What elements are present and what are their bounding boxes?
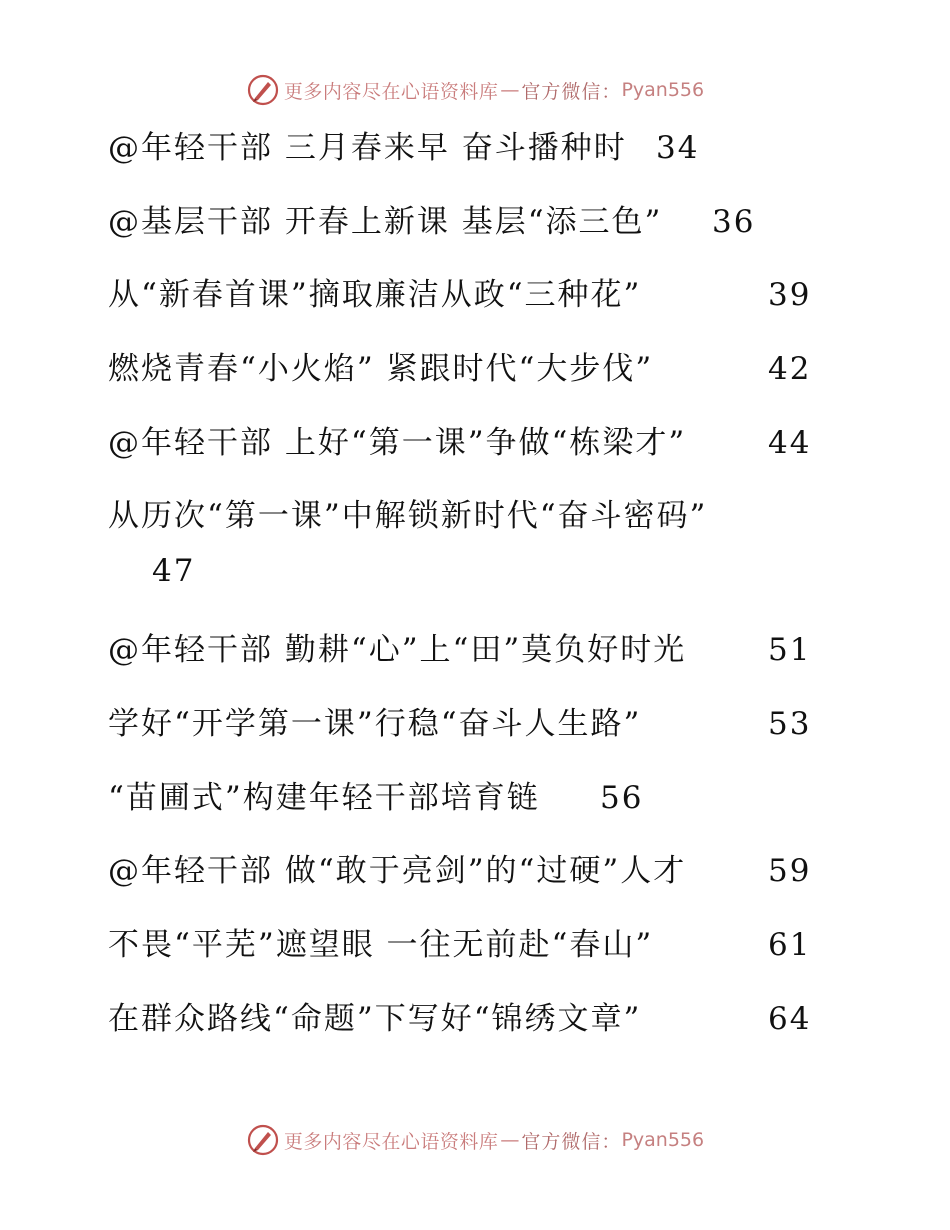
toc-title: 学好“开学第一课”行稳“奋斗人生路” — [108, 705, 642, 742]
toc-page-number: 64 — [768, 1000, 812, 1037]
toc-title: 从“新春首课”摘取廉洁从政“三种花” — [108, 277, 642, 314]
toc-page-number: 56 — [600, 779, 644, 816]
watermark-separator: — — [500, 79, 520, 101]
toc-page-number: 47 — [152, 553, 196, 590]
toc-item[interactable] — [108, 694, 812, 754]
watermark-wechat-id: Pyan556 — [621, 1129, 705, 1151]
toc-title: 在群众路线“命题”下写好“锦绣文章” — [108, 1000, 642, 1037]
toc-title: @年轻干部 做“敢于亮剑”的“过硬”人才 — [108, 853, 687, 890]
toc-title: 燃烧青春“小火焰” 紧跟时代“大步伐” — [108, 351, 654, 388]
toc-page-number: 61 — [768, 926, 812, 963]
toc-page-number: 36 — [712, 203, 756, 240]
toc-title: 不畏“平芜”遮望眼 一往无前赴“春山” — [108, 926, 654, 963]
toc-item[interactable] — [108, 118, 808, 178]
toc-item[interactable] — [108, 413, 812, 473]
toc-item[interactable] — [108, 989, 812, 1049]
footer-watermark — [0, 1120, 950, 1160]
toc-item[interactable] — [108, 620, 812, 680]
toc-page-number: 34 — [656, 130, 700, 166]
toc-title: “苗圃式”构建年轻干部培育链 — [108, 779, 540, 816]
table-of-contents — [108, 118, 812, 1062]
toc-title: @年轻干部 上好“第一课”争做“栋梁才” — [108, 424, 687, 461]
watermark-label: 官方微信： — [521, 80, 622, 103]
watermark-wechat-id: Pyan556 — [621, 79, 705, 101]
toc-item[interactable] — [108, 841, 812, 901]
watermark-label: 官方微信： — [521, 1130, 622, 1153]
toc-title: @年轻干部 勤耕“心”上“田”莫负好时光 — [108, 632, 687, 669]
toc-item[interactable] — [108, 265, 812, 325]
toc-page-number: 39 — [768, 277, 812, 314]
header-watermark — [0, 70, 950, 110]
toc-title: @基层干部 开春上新课 基层“添三色” — [108, 203, 663, 240]
toc-item[interactable] — [108, 768, 808, 828]
watermark-brand: 更多内容尽在心语资料库 — [283, 80, 499, 103]
toc-item[interactable] — [108, 486, 808, 606]
toc-page-number: 51 — [768, 632, 812, 669]
toc-item[interactable] — [108, 339, 812, 399]
quill-logo-icon — [246, 73, 280, 107]
toc-page-number: 44 — [768, 424, 812, 461]
toc-page-number: 59 — [768, 853, 812, 890]
toc-page-number: 53 — [768, 705, 812, 742]
toc-item[interactable] — [108, 192, 808, 252]
toc-title: @年轻干部 三月春来早 奋斗播种时 — [108, 130, 627, 166]
watermark-brand: 更多内容尽在心语资料库 — [283, 1130, 499, 1153]
toc-page-number: 42 — [768, 351, 812, 388]
toc-title: 从历次“第一课”中解锁新时代“奋斗密码” — [108, 498, 708, 535]
watermark-separator: — — [500, 1129, 520, 1151]
quill-logo-icon — [246, 1123, 280, 1157]
toc-item[interactable] — [108, 915, 812, 975]
